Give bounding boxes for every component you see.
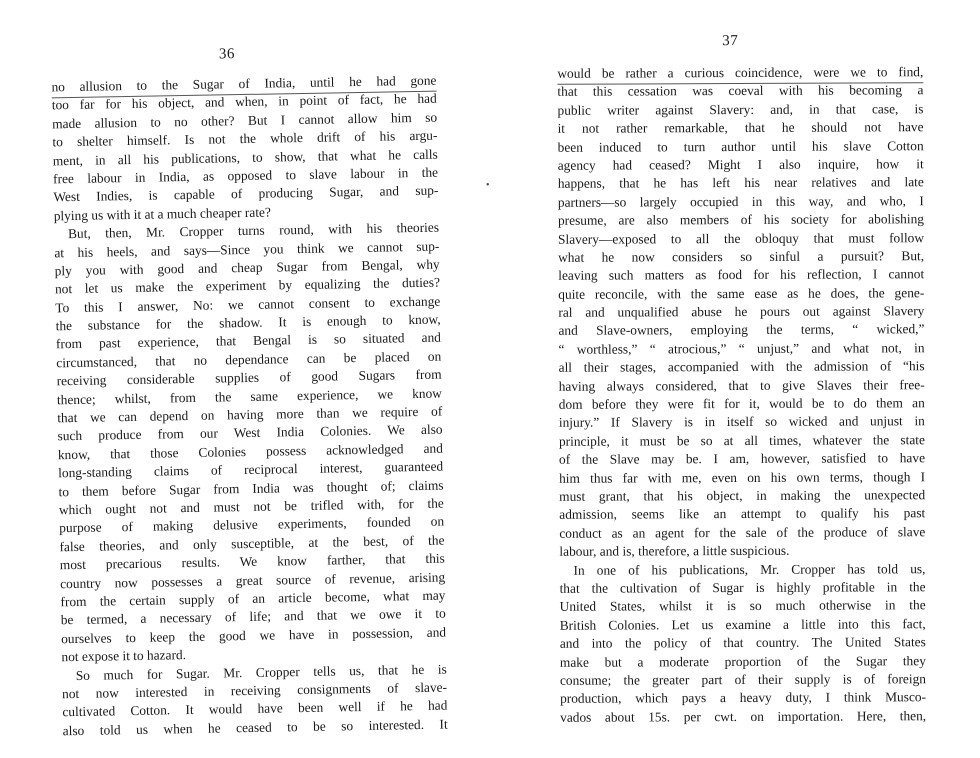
text-line: injury.” If Slavery is in itself so wicked and unjust in (558, 413, 925, 431)
text-line: what he now considers so sinful a pursuit? But, (558, 248, 925, 265)
text-line: know, that those Colonies possess acknowledged and (57, 440, 443, 463)
text-line: not let us make the experiment by equalizing the duties? (54, 274, 441, 297)
text-line: which ought not and must not be trifled with, for the (58, 495, 444, 518)
left-page (50, 0, 448, 738)
left-page-text (51, 72, 447, 741)
right-page-text (557, 63, 926, 727)
text-line: having always considered, that to give Slaves their free- (558, 376, 925, 394)
text-line: dom before they were fit for it, would be to do them an (558, 395, 925, 412)
text-line: partners—so largely occupied in this way, and who, I (557, 192, 924, 210)
text-line: and Slave-owners, employing the terms, “ wicked,” (558, 321, 925, 339)
text-line: to them before Sugar from India was thought of; claims (58, 477, 444, 499)
text-line: purpose of making delusive experiments, founded on (59, 513, 445, 536)
text-line: too far for his object, and when, in point of fact, he had (51, 91, 437, 113)
text-line: ourselves to keep the good we have in possession, and (60, 624, 447, 646)
text-line: United States, whilst it is so much otherwise in the (559, 597, 926, 615)
text-line: ral and unqualified abuse he pours out against Slavery (558, 303, 925, 320)
text-line: that this cessation was coeval with his becoming a (557, 82, 924, 100)
text-line: to shelter himself. Is not the whole drift of his argu- (52, 127, 438, 150)
text-line: of the Slave may be. I am, however, satisfied to have (558, 450, 926, 467)
text-line: “ worthless,” “ atrocious,” “ unjust,” and what not, in (558, 340, 925, 357)
text-line: must grant, that his object, in making the unexpected (559, 487, 926, 504)
text-line: made allusion to no other? But I cannot allow him so (51, 109, 438, 132)
text-line: British Colonies. Let us examine a little into this fact, (559, 615, 926, 633)
text-line: such produce from our West India Colonies. We also (57, 421, 443, 444)
text-line: leaving such matters as food for his reflection, I cannot (558, 266, 925, 284)
text-line: labour, and is, therefore, a little suspicious. (559, 542, 790, 559)
text-line: ment, in all his publications, to show, that what he calls (52, 146, 438, 168)
text-line: presume, are also members of his society for abolishing (557, 211, 924, 228)
text-line: Slavery—exposed to all the obloquy that must follow (558, 229, 925, 247)
text-line: also told us when he ceased to be so interested. It (62, 716, 448, 738)
text-line: circumstanced, that no dependance can be placed on (56, 348, 442, 371)
text-line: conduct as an agent for the sale of the produce of slave (559, 523, 926, 541)
text-line: country now possesses a great source of revenue, arising (60, 569, 446, 591)
text-line: To this I answer, No: we cannot consent to exchange (55, 293, 441, 315)
text-line: not now interested in receiving consignments of slave- (61, 679, 448, 702)
text-line: him thus far with me, even on his own terms, though I (559, 468, 926, 486)
text-line: no allusion to the Sugar of India, until he had gone (51, 72, 437, 95)
text-line: admission, seems like an attempt to qualify his past (559, 505, 926, 523)
text-line: consume; the greater part of their supply is of foreign (559, 671, 926, 688)
text-line: cultivated Cotton. It would have been well if he had (62, 697, 448, 720)
text-line: and into the policy of that country. The United States (559, 634, 926, 651)
text-line: production, which pays a heavy duty, I think Musco- (560, 689, 927, 707)
text-line: plying us with it at a much cheaper rate? (53, 204, 271, 224)
text-line: the substance for the shadow. It is enough to know, (55, 311, 441, 334)
text-line: long-standing claims of reciprocal interest, guaranteed (58, 458, 444, 481)
text-line: happens, that he has left his near relatives and late (557, 174, 924, 192)
text-line: not expose it to hazard. (61, 647, 187, 665)
text-line: be termed, a necessary of life; and that we owe it to (60, 605, 446, 628)
text-line: vados about 15s. per cwt. on importation. Here, then, (560, 707, 927, 725)
text-line: thence; whilst, from the same experience, we know (56, 385, 443, 407)
text-line: free labour in India, as opposed to slave labour in the (52, 164, 439, 187)
text-line: ply you with good and cheap Sugar from Bengal, why (54, 256, 440, 279)
right-page (557, 0, 927, 725)
text-line: that we can depend on having more than we require of (57, 403, 443, 426)
text-line: false theories, and only susceptible, at the best, of the (59, 532, 445, 555)
text-line: public writer against Slavery: and, in that case, is (557, 100, 924, 118)
text-line: from the certain supply of an article become, what may (60, 587, 446, 610)
text-line: all their stages, accompanied with the admission of “his (558, 358, 925, 376)
text-line: receiving considerable supplies of good Sugars from (56, 366, 442, 389)
text-line: quite reconcile, with the same ease as he does, the gene- (558, 284, 925, 302)
text-line: it not rather remarkable, that he should not have (557, 119, 924, 136)
text-line: that the cultivation of Sugar is highly profitable in the (559, 579, 926, 596)
text-line: at his heels, and says—Since you think we cannot sup- (54, 238, 440, 260)
text-line: would be rather a curious coincidence, were we to find, (557, 64, 924, 81)
text-line: But, then, Mr. Cropper turns round, with his theories (67, 219, 440, 242)
text-line: from past experience, that Bengal is so situated and (55, 330, 442, 352)
text-line: principle, it must be so at all times, whatever the state (558, 432, 925, 449)
page-number-right: 37 (722, 33, 739, 50)
text-line: In one of his publications, Mr. Cropper has told us, (573, 560, 926, 578)
text-line: West Indies, is capable of producing Sugar, and sup- (53, 182, 439, 205)
text-line: been induced to turn author until his slave Cotton (557, 137, 924, 155)
page-number-left: 36 (218, 46, 236, 63)
gutter-dot: • (486, 180, 490, 191)
text-line: make but a moderate proportion of the Sugar they (559, 652, 926, 670)
text-line: most precarious results. We know farther, that this (59, 550, 445, 573)
text-line: So much for Sugar. Mr. Cropper tells us, that he is (75, 661, 447, 683)
text-line: agency had ceased? Might I also inquire, how it (557, 156, 924, 173)
